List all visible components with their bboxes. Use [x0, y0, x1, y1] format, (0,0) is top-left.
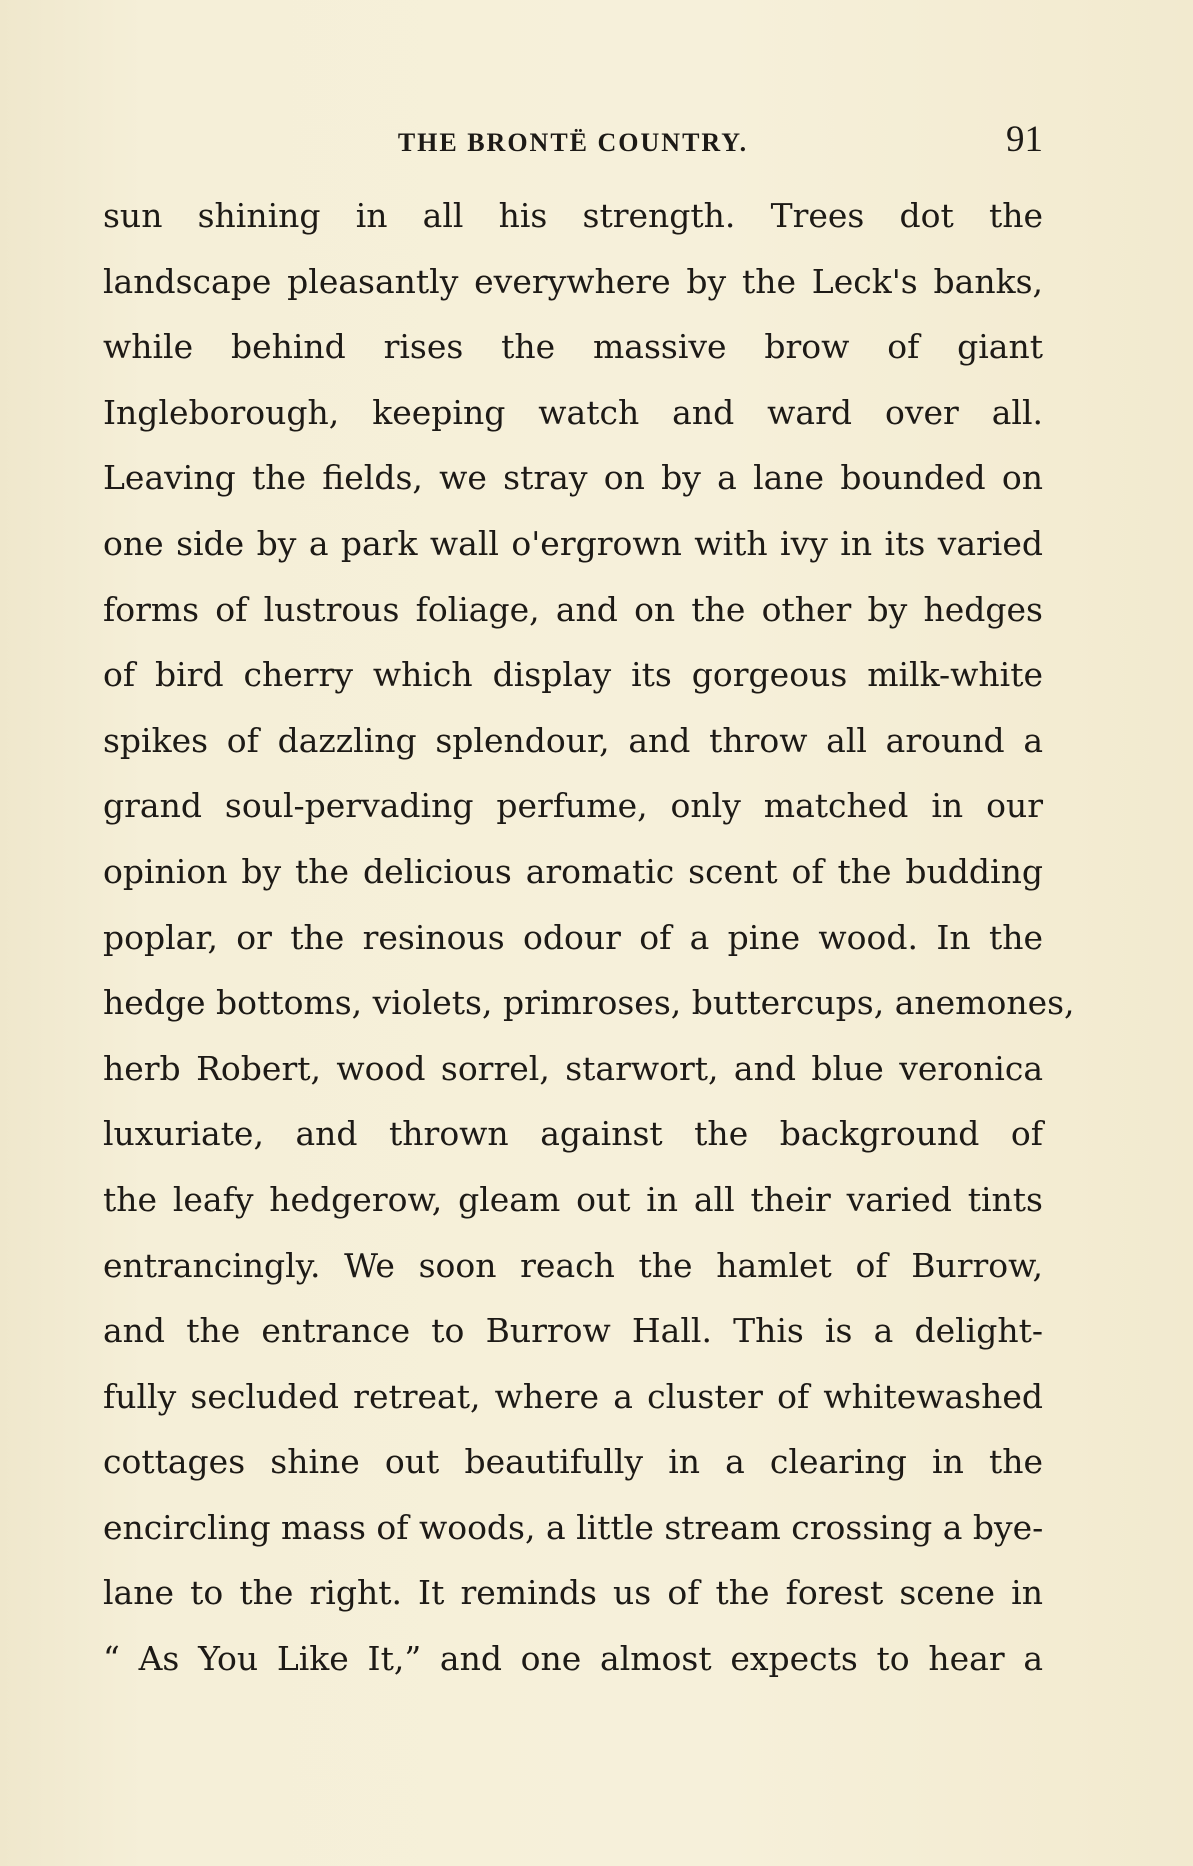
- text-line: cottages shine out beautifully in a clearing in the: [103, 1442, 1043, 1482]
- text-line: spikes of dazzling splendour, and throw all around a: [103, 720, 1043, 760]
- text-line: “ As You Like It,” and one almost expects to hear a: [103, 1639, 1043, 1679]
- text-line: luxuriate, and thrown against the background of: [103, 1114, 1043, 1154]
- text-line: poplar, or the resinous odour of a pine wood. In the: [103, 917, 1043, 957]
- running-title: THE BRONTË COUNTRY.: [397, 128, 749, 157]
- text-line: Ingleborough, keeping watch and ward over all.: [103, 392, 1043, 432]
- text-line: grand soul-pervading perfume, only matched in our: [103, 786, 1043, 826]
- text-line: hedge bottoms, violets, primroses, buttercups, anemones,: [103, 983, 1075, 1023]
- text-line: fully secluded retreat, where a cluster of whitewashed: [103, 1376, 1043, 1416]
- text-line: landscape pleasantly everywhere by the Leck's banks,: [103, 261, 1043, 301]
- text-line: while behind rises the massive brow of giant: [103, 327, 1043, 367]
- body-text: [103, 183, 1075, 1692]
- text-line: sun shining in all his strength. Trees dot the: [103, 196, 1043, 235]
- text-line: of bird cherry which display its gorgeous milk-white: [103, 655, 1043, 695]
- text-line: herb Robert, wood sorrel, starwort, and blue veronica: [103, 1048, 1043, 1088]
- text-line: entrancingly. We soon reach the hamlet of Burrow,: [103, 1245, 1043, 1285]
- text-line: lane to the right. It reminds us of the forest scene in: [103, 1573, 1043, 1613]
- text-line: forms of lustrous foliage, and on the other by hedges: [103, 589, 1043, 629]
- text-line: the leafy hedgerow, gleam out in all their varied tints: [103, 1179, 1043, 1219]
- page-number: 91: [1006, 119, 1043, 160]
- text-line: and the entrance to Burrow Hall. This is a delight-: [103, 1311, 1043, 1351]
- text-line: encircling mass of woods, a little stream crossing a bye-: [103, 1507, 1044, 1547]
- text-line: one side by a park wall o'ergrown with ivy in its varied: [103, 523, 1043, 563]
- text-line: opinion by the delicious aromatic scent of the budding: [103, 851, 1043, 891]
- text-line: Leaving the fields, we stray on by a lane bounded on: [103, 458, 1043, 498]
- running-head: [103, 118, 1043, 158]
